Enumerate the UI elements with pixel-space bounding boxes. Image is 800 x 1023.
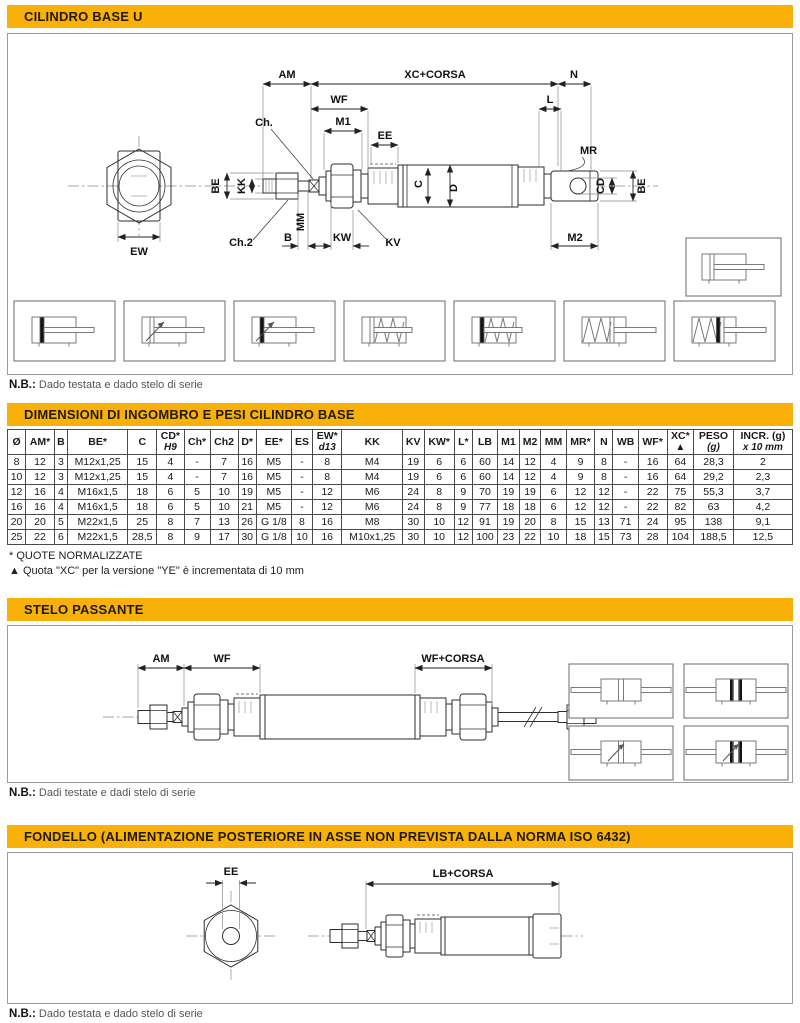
table-cell: 4 <box>541 470 566 485</box>
table-cell: - <box>184 470 210 485</box>
col-header: Ø <box>8 430 26 455</box>
table-cell: - <box>291 455 312 470</box>
col-header: KW* <box>424 430 454 455</box>
dim-label-wf-corsa: WF+CORSA <box>421 653 485 665</box>
table-cell: 12 <box>566 485 595 500</box>
dim-label-m1: M1 <box>335 116 351 128</box>
variant-icon-through-rod-cushioned <box>569 726 673 780</box>
table-cell: 6 <box>454 470 472 485</box>
table-cell: M12x1,25 <box>67 470 127 485</box>
table-cell: 12 <box>595 485 613 500</box>
table-cell: 30 <box>402 530 424 545</box>
table-cell: 55,3 <box>694 485 734 500</box>
table-cell: 9 <box>184 530 210 545</box>
table-row <box>8 530 793 545</box>
dim-label-kk: KK <box>236 178 248 194</box>
note-stelo <box>9 786 793 800</box>
hex-end-view <box>204 905 258 967</box>
fondello-side-view <box>330 914 561 958</box>
table-row <box>8 500 793 515</box>
table-cell: 6 <box>541 485 566 500</box>
table-cell: 138 <box>694 515 734 530</box>
table-cell: 19 <box>402 455 424 470</box>
table-cell: 75 <box>667 485 694 500</box>
table-cell: 5 <box>184 485 210 500</box>
table-cell: 8 <box>541 515 566 530</box>
table-cell: 12 <box>312 485 342 500</box>
table-cell: 8 <box>8 455 26 470</box>
table-cell: 16 <box>638 455 667 470</box>
table-cell: 8 <box>595 455 613 470</box>
dim-label-kv: KV <box>385 237 401 249</box>
table-cell: 16 <box>26 485 55 500</box>
table-cell: 10 <box>541 530 566 545</box>
dim-label-ch: Ch. <box>255 117 273 129</box>
table-cell: 19 <box>238 485 256 500</box>
section-title-dimensions: DIMENSIONI DI INGOMBRO E PESI CILINDRO BASE <box>24 407 355 422</box>
table-cell: M10x1,25 <box>342 530 402 545</box>
dim-table-body <box>8 455 793 545</box>
table-cell: 7 <box>210 455 238 470</box>
section-title-base: CILINDRO BASE U <box>24 9 143 24</box>
table-cell: 4 <box>157 470 184 485</box>
table-cell: M12x1,25 <box>67 455 127 470</box>
table-cell: 60 <box>472 455 497 470</box>
variant-icon-magnetic <box>14 301 115 361</box>
table-footnotes <box>9 549 793 579</box>
variant-icon-through-rod-basic <box>569 664 673 718</box>
dim-label-lb-corsa: LB+CORSA <box>432 868 494 880</box>
hex-end-view <box>107 136 171 258</box>
table-cell: 22 <box>26 530 55 545</box>
dim-label-c: C <box>413 180 425 188</box>
table-cell: 18 <box>128 485 157 500</box>
table-cell: 21 <box>238 500 256 515</box>
variant-icon-spring-front <box>564 301 665 361</box>
table-row <box>8 485 793 500</box>
col-header: MM <box>541 430 566 455</box>
table-cell: 29,2 <box>694 470 734 485</box>
table-cell: 6 <box>157 485 184 500</box>
table-cell: - <box>613 485 638 500</box>
table-cell: 7 <box>184 515 210 530</box>
table-cell: - <box>184 455 210 470</box>
table-cell: 8 <box>291 515 312 530</box>
table-cell: 10 <box>291 530 312 545</box>
variant-icon-through-rod-magnetic-cushioned <box>684 726 788 780</box>
table-cell: 70 <box>472 485 497 500</box>
col-header: N <box>595 430 613 455</box>
note-prefix: N.B.: <box>9 787 36 799</box>
table-cell: 2 <box>733 455 792 470</box>
table-cell: 6 <box>157 500 184 515</box>
table-cell: 28,3 <box>694 455 734 470</box>
table-cell: 8 <box>312 455 342 470</box>
fondello-drawing-panel <box>7 852 793 1004</box>
col-header: Ch2 <box>210 430 238 455</box>
table-cell: M16x1,5 <box>67 485 127 500</box>
dim-label-wf: WF <box>330 94 348 106</box>
dim-label-kw: KW <box>332 232 352 244</box>
table-cell: 18 <box>519 500 541 515</box>
dim-label-ee: EE <box>377 130 393 142</box>
table-cell: 15 <box>595 530 613 545</box>
table-cell: 12 <box>519 470 541 485</box>
fondello-technical-drawing <box>8 853 792 1003</box>
table-cell: 9 <box>566 455 595 470</box>
dim-label-ew: EW <box>130 246 148 258</box>
table-cell: 9,1 <box>733 515 792 530</box>
table-cell: 5 <box>184 500 210 515</box>
table-cell: 18 <box>498 500 520 515</box>
col-header: EE* <box>256 430 291 455</box>
col-header: L* <box>454 430 472 455</box>
table-cell: - <box>291 485 312 500</box>
table-cell: 10 <box>210 500 238 515</box>
stelo-drawing-panel <box>7 625 793 783</box>
table-cell: 12 <box>8 485 26 500</box>
note-prefix: N.B.: <box>9 1008 36 1020</box>
table-cell: 19 <box>519 485 541 500</box>
variant-icon-through-rod-magnetic <box>684 664 788 718</box>
col-header: MR* <box>566 430 595 455</box>
table-cell: 6 <box>54 530 67 545</box>
table-cell: M5 <box>256 470 291 485</box>
table-cell: 2,3 <box>733 470 792 485</box>
table-cell: 24 <box>402 500 424 515</box>
table-cell: 91 <box>472 515 497 530</box>
table-cell: M6 <box>342 500 402 515</box>
table-cell: 12 <box>26 470 55 485</box>
table-cell: 12,5 <box>733 530 792 545</box>
note-fondello <box>9 1007 793 1021</box>
table-cell: 16 <box>26 500 55 515</box>
dim-label-ch2: Ch.2 <box>229 237 253 249</box>
table-cell: 26 <box>238 515 256 530</box>
variant-icon-cushioned <box>124 301 225 361</box>
table-cell: 12 <box>595 500 613 515</box>
table-cell: - <box>613 455 638 470</box>
col-header: PESO (g) <box>694 430 734 455</box>
dim-table-head-row <box>8 430 793 455</box>
table-cell: M4 <box>342 455 402 470</box>
table-cell: 9 <box>454 485 472 500</box>
table-cell: 13 <box>595 515 613 530</box>
table-cell: 12 <box>454 530 472 545</box>
col-header: XC* ▲ <box>667 430 694 455</box>
table-cell: 8 <box>312 470 342 485</box>
table-cell: 25 <box>128 515 157 530</box>
table-cell: M5 <box>256 485 291 500</box>
dim-label-l: L <box>546 94 554 106</box>
col-header: WB <box>613 430 638 455</box>
table-cell: 3 <box>54 470 67 485</box>
table-cell: 63 <box>694 500 734 515</box>
table-cell: 30 <box>402 515 424 530</box>
dim-label-am: AM <box>278 69 296 81</box>
variant-icon-spring <box>344 301 445 361</box>
table-cell: 17 <box>210 530 238 545</box>
col-header: CD* H9 <box>157 430 184 455</box>
table-cell: 6 <box>424 455 454 470</box>
table-cell: 3 <box>54 455 67 470</box>
table-cell: 6 <box>454 455 472 470</box>
dim-label-be-left: BE <box>210 178 222 194</box>
footnote-normalized: * QUOTE NORMALIZZATE <box>9 550 143 562</box>
base-drawing-panel <box>7 33 793 375</box>
note-text: Dado testata e dado stelo di serie <box>38 379 203 391</box>
dim-label-mm: MM <box>295 212 307 232</box>
table-cell: 71 <box>613 515 638 530</box>
cylinder-side-view <box>263 164 598 208</box>
table-cell: M4 <box>342 470 402 485</box>
note-text: Dado testata e dado stelo di serie <box>38 1008 203 1020</box>
table-cell: 9 <box>566 470 595 485</box>
table-cell: 16 <box>312 515 342 530</box>
table-cell: 19 <box>498 485 520 500</box>
table-cell: 14 <box>498 455 520 470</box>
variant-icon-basic <box>686 238 781 296</box>
dim-label-wf: WF <box>213 653 231 665</box>
variant-icon-magnetic-cushioned <box>234 301 335 361</box>
table-cell: 5 <box>54 515 67 530</box>
footnote-xc: ▲ Quota "XC" per la versione "YE" è incrementata di 10 mm <box>9 565 304 577</box>
section-header-stelo <box>7 598 793 621</box>
dim-label-ee: EE <box>223 866 239 878</box>
col-header: D* <box>238 430 256 455</box>
section-title-stelo: STELO PASSANTE <box>24 602 144 617</box>
table-cell: 8 <box>157 530 184 545</box>
note-text: Dadi testate e dadi stelo di serie <box>38 787 196 799</box>
table-cell: 22 <box>638 485 667 500</box>
table-cell: M22x1,5 <box>67 530 127 545</box>
table-cell: 14 <box>498 470 520 485</box>
note-prefix: N.B.: <box>9 379 36 391</box>
table-cell: 10 <box>424 515 454 530</box>
col-header: LB <box>472 430 497 455</box>
table-cell: 4 <box>54 500 67 515</box>
table-cell: 3,7 <box>733 485 792 500</box>
table-cell: G 1/8 <box>256 530 291 545</box>
table-cell: G 1/8 <box>256 515 291 530</box>
col-header: BE* <box>67 430 127 455</box>
dim-label-mr: MR <box>580 145 598 157</box>
table-cell: 60 <box>472 470 497 485</box>
col-header: INCR. (g) x 10 mm <box>733 430 792 455</box>
table-cell: 100 <box>472 530 497 545</box>
table-cell: 4,2 <box>733 500 792 515</box>
table-cell: 4 <box>157 455 184 470</box>
table-cell: - <box>291 500 312 515</box>
table-cell: M16x1,5 <box>67 500 127 515</box>
table-cell: 18 <box>566 530 595 545</box>
variant-icon-magnetic-spring <box>454 301 555 361</box>
table-cell: 28,5 <box>128 530 157 545</box>
table-cell: 19 <box>402 470 424 485</box>
dim-label-b: B <box>284 232 292 244</box>
table-cell: 10 <box>8 470 26 485</box>
table-row <box>8 515 793 530</box>
table-cell: 16 <box>238 455 256 470</box>
table-cell: 12 <box>519 455 541 470</box>
col-header: WF* <box>638 430 667 455</box>
stelo-technical-drawing <box>8 626 792 782</box>
dim-label-am: AM <box>152 653 170 665</box>
section-header-dimensions <box>7 403 793 426</box>
table-cell: 22 <box>638 500 667 515</box>
table-cell: 8 <box>595 470 613 485</box>
table-cell: 104 <box>667 530 694 545</box>
table-cell: 15 <box>128 455 157 470</box>
dim-label-n: N <box>570 69 578 81</box>
table-cell: 23 <box>498 530 520 545</box>
dim-label-m2: M2 <box>567 232 583 244</box>
variant-icon-magnetic-spring-front <box>674 301 775 361</box>
table-cell: 15 <box>566 515 595 530</box>
table-cell: - <box>291 470 312 485</box>
col-header: Ch* <box>184 430 210 455</box>
table-cell: 24 <box>638 515 667 530</box>
table-cell: 20 <box>8 515 26 530</box>
table-cell: 4 <box>54 485 67 500</box>
table-row <box>8 455 793 470</box>
table-cell: M6 <box>342 485 402 500</box>
table-cell: 13 <box>210 515 238 530</box>
col-header: M1 <box>498 430 520 455</box>
table-cell: 16 <box>638 470 667 485</box>
table-cell: - <box>613 470 638 485</box>
table-cell: 188,5 <box>694 530 734 545</box>
table-cell: 12 <box>454 515 472 530</box>
table-cell: 12 <box>566 500 595 515</box>
section-title-fondello: FONDELLO (ALIMENTAZIONE POSTERIORE IN ASSE NON PREVISTA DALLA NORMA ISO 6432) <box>24 829 631 844</box>
table-cell: 9 <box>454 500 472 515</box>
table-cell: 73 <box>613 530 638 545</box>
table-cell: 4 <box>541 455 566 470</box>
col-header: EW* d13 <box>312 430 342 455</box>
table-cell: 8 <box>424 485 454 500</box>
table-cell: 16 <box>8 500 26 515</box>
through-rod-side-view <box>138 694 596 740</box>
table-cell: 24 <box>402 485 424 500</box>
table-row <box>8 470 793 485</box>
table-cell: 16 <box>238 470 256 485</box>
table-cell: 64 <box>667 455 694 470</box>
col-header: C <box>128 430 157 455</box>
table-cell: 30 <box>238 530 256 545</box>
table-cell: 6 <box>424 470 454 485</box>
table-cell: 15 <box>128 470 157 485</box>
table-cell: M5 <box>256 455 291 470</box>
table-cell: 64 <box>667 470 694 485</box>
dim-label-d: D <box>448 184 460 192</box>
table-cell: 19 <box>498 515 520 530</box>
col-header: AM* <box>26 430 55 455</box>
note-base <box>9 378 793 392</box>
dim-label-cd: CD <box>595 178 607 194</box>
table-cell: M8 <box>342 515 402 530</box>
table-cell: 10 <box>210 485 238 500</box>
table-cell: 95 <box>667 515 694 530</box>
col-header: ES <box>291 430 312 455</box>
table-cell: 16 <box>312 530 342 545</box>
table-cell: 77 <box>472 500 497 515</box>
table-cell: 20 <box>26 515 55 530</box>
table-cell: M5 <box>256 500 291 515</box>
table-cell: 82 <box>667 500 694 515</box>
section-header-fondello <box>7 825 793 848</box>
table-cell: 10 <box>424 530 454 545</box>
section-header-base <box>7 5 793 28</box>
col-header: KV <box>402 430 424 455</box>
table-cell: 6 <box>541 500 566 515</box>
table-cell: 12 <box>26 455 55 470</box>
table-cell: 8 <box>424 500 454 515</box>
table-cell: M22x1,5 <box>67 515 127 530</box>
table-cell: 28 <box>638 530 667 545</box>
table-cell: 7 <box>210 470 238 485</box>
table-cell: - <box>613 500 638 515</box>
col-header: KK <box>342 430 402 455</box>
dimensions-table <box>7 429 793 545</box>
table-cell: 25 <box>8 530 26 545</box>
table-cell: 18 <box>128 500 157 515</box>
base-technical-drawing <box>8 34 792 374</box>
col-header: B <box>54 430 67 455</box>
table-cell: 8 <box>157 515 184 530</box>
table-cell: 20 <box>519 515 541 530</box>
dim-label-xc-corsa: XC+CORSA <box>404 69 466 81</box>
table-cell: 12 <box>312 500 342 515</box>
dim-label-be-right: BE <box>636 178 648 194</box>
table-cell: 22 <box>519 530 541 545</box>
col-header: M2 <box>519 430 541 455</box>
